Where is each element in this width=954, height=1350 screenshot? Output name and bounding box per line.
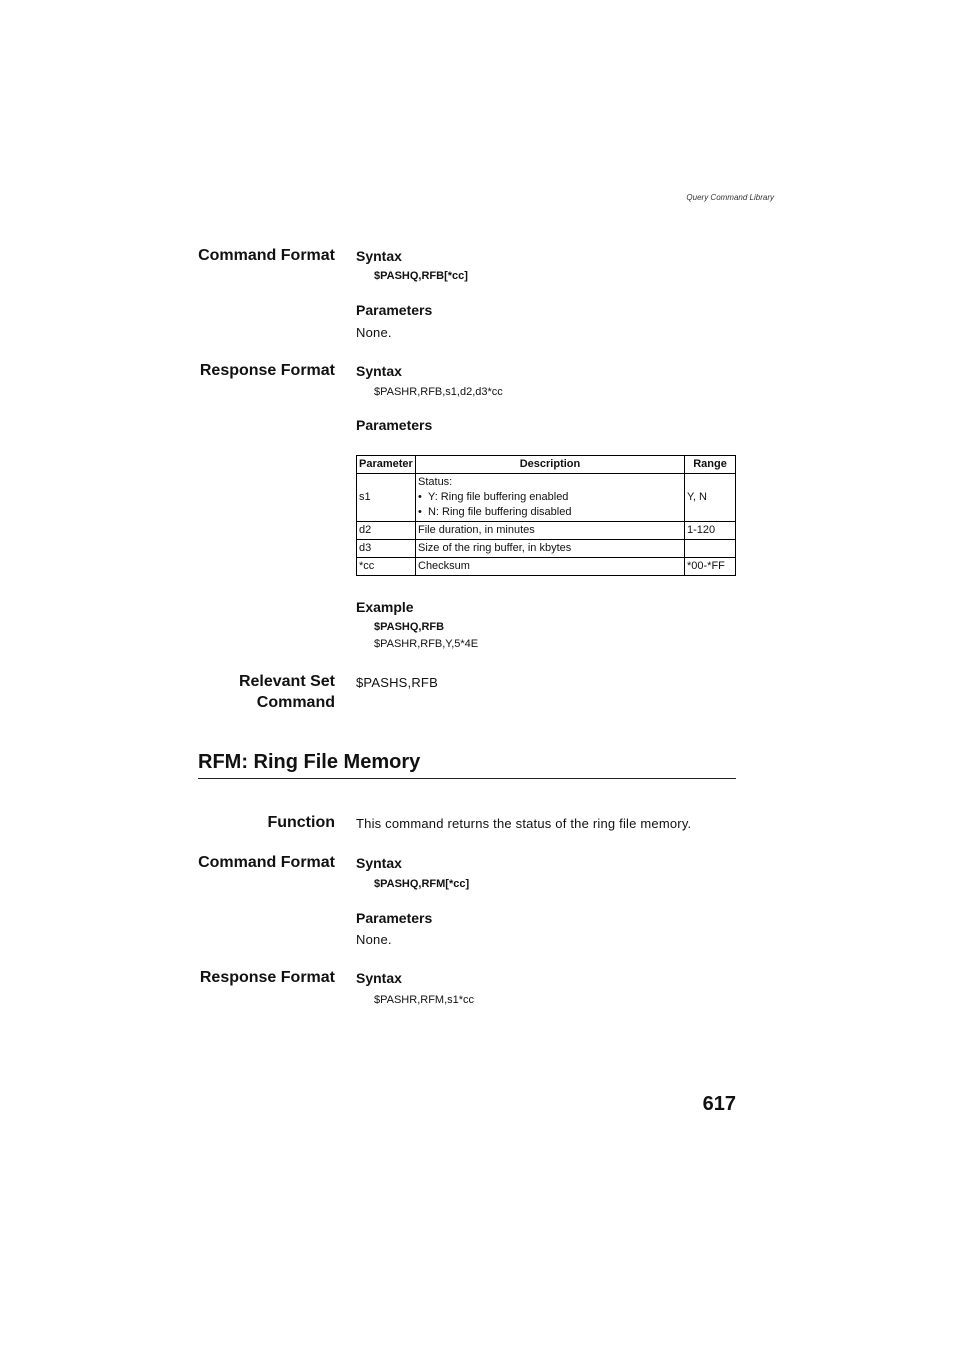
syntax-label: Syntax xyxy=(356,855,402,871)
running-header: Query Command Library xyxy=(686,193,774,202)
column-header: Description xyxy=(416,456,685,474)
table-cell-description: File duration, in minutes xyxy=(416,522,685,540)
description-title: Status: xyxy=(418,476,453,488)
table-cell-param: s1 xyxy=(357,474,416,522)
parameters-label: Parameters xyxy=(356,417,433,433)
parameters-text: None. xyxy=(356,932,392,947)
example-response: $PASHR,RFB,Y,5*4E xyxy=(374,638,479,650)
table-cell-range: *00-*FF xyxy=(685,558,736,576)
command-format-heading: Command Format xyxy=(198,854,335,871)
syntax-label: Syntax xyxy=(356,248,402,264)
table-cell-param: d3 xyxy=(357,540,416,558)
table-cell-param: *cc xyxy=(357,558,416,576)
parameters-label: Parameters xyxy=(356,302,433,318)
function-heading: Function xyxy=(267,814,335,831)
bullet-item: • N: Ring file buffering disabled xyxy=(418,506,572,518)
table-cell-range: Y, N xyxy=(685,474,736,522)
table-row xyxy=(357,474,736,522)
example-query: $PASHQ,RFB xyxy=(374,621,445,633)
parameters-table xyxy=(356,455,736,576)
syntax-code: $PASHQ,RFM[*cc] xyxy=(374,878,470,890)
table-cell-description: Checksum xyxy=(416,558,685,576)
page-number: 617 xyxy=(702,1093,736,1115)
column-header: Parameter xyxy=(357,456,416,474)
command-format-heading: Command Format xyxy=(198,247,335,264)
column-header: Range xyxy=(685,456,736,474)
table-cell-range: 1-120 xyxy=(685,522,736,540)
syntax-label: Syntax xyxy=(356,970,402,986)
section-divider xyxy=(198,778,736,779)
response-format-heading: Response Format xyxy=(199,969,335,986)
table-row xyxy=(357,540,736,558)
table-cell-param: d2 xyxy=(357,522,416,540)
table-row xyxy=(357,522,736,540)
table-cell-description: Size of the ring buffer, in kbytes xyxy=(416,540,685,558)
parameters-label: Parameters xyxy=(356,910,433,926)
table-cell-description xyxy=(416,474,685,522)
response-format-heading: Response Format xyxy=(199,362,335,379)
parameters-text: None. xyxy=(356,325,392,340)
section-title: RFM: Ring File Memory xyxy=(198,751,421,773)
bullet-item: • Y: Ring file buffering enabled xyxy=(418,491,569,503)
syntax-code: $PASHQ,RFB[*cc] xyxy=(374,270,468,282)
relevant-set-command-value: $PASHS,RFB xyxy=(356,675,438,690)
table-row xyxy=(357,558,736,576)
syntax-label: Syntax xyxy=(356,363,402,379)
relevant-set-command-heading: Relevant Set Command xyxy=(238,673,335,711)
table-cell-range xyxy=(685,540,736,558)
syntax-code: $PASHR,RFB,s1,d2,d3*cc xyxy=(374,386,503,398)
syntax-code: $PASHR,RFM,s1*cc xyxy=(374,994,475,1006)
table-header-row xyxy=(357,456,736,474)
function-text: This command returns the status of the ring file memory. xyxy=(356,816,692,831)
example-label: Example xyxy=(356,599,414,615)
